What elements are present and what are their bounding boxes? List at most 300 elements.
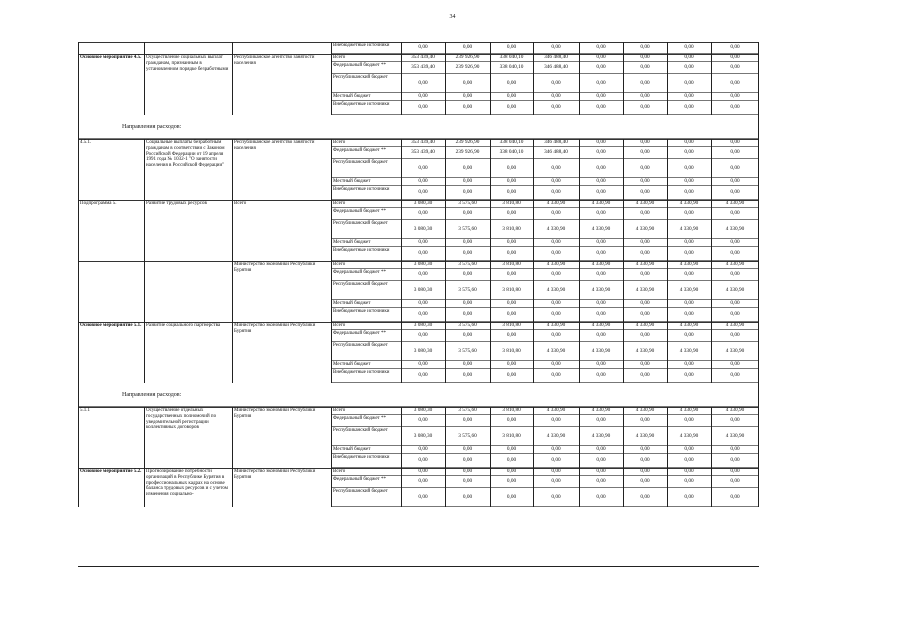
- item-executor: Министерство экономики Республики Бурятия: [234, 262, 316, 273]
- grid-line: [711, 468, 712, 507]
- amount-cell: 4 330,90: [546, 407, 566, 414]
- item-code: Основное мероприятие 4.5.: [80, 55, 142, 60]
- amount-cell: 3 810,80: [502, 261, 521, 268]
- grid-line: [579, 139, 580, 200]
- amount-cell: 0,00: [640, 446, 650, 453]
- amount-cell: 0,00: [684, 149, 694, 156]
- amount-cell: 4 330,90: [679, 225, 699, 232]
- funding-source: Федеральный бюджет **: [333, 270, 386, 275]
- amount-cell: 0,00: [596, 271, 606, 278]
- amount-cell: 0,00: [462, 300, 473, 307]
- table-row: [331, 220, 759, 239]
- grid-line: [331, 139, 332, 200]
- amount-cell: 0,00: [640, 139, 650, 146]
- grid-line: [711, 139, 712, 200]
- amount-cell: 0,00: [730, 178, 740, 185]
- amount-cell: 0,00: [418, 210, 428, 217]
- amount-cell: 0,00: [730, 250, 740, 257]
- table-row: [331, 415, 759, 427]
- table-row: [331, 476, 759, 488]
- amount-cell: 338 040,10: [499, 54, 524, 61]
- amount-cell: 4 330,90: [725, 225, 745, 232]
- grid-line: [401, 54, 402, 115]
- amount-cell: 0,00: [730, 493, 740, 500]
- page-number: 34: [449, 14, 456, 20]
- amount-cell: 0,00: [551, 468, 561, 475]
- amount-cell: 0,00: [684, 332, 694, 339]
- table-row: [331, 208, 759, 220]
- amount-cell: 0,00: [596, 493, 606, 500]
- grid-line: [331, 468, 332, 507]
- amount-cell: 0,00: [418, 446, 428, 453]
- grid-line: [623, 42, 624, 54]
- amount-cell: 0,00: [640, 93, 650, 100]
- amount-cell: 0,00: [551, 164, 561, 171]
- amount-cell: 0,00: [596, 311, 606, 318]
- amount-cell: 0,00: [730, 417, 740, 424]
- amount-cell: 4 330,90: [679, 286, 699, 293]
- amount-cell: 3 080,30: [413, 322, 433, 329]
- grid-line: [445, 139, 446, 200]
- table-row: [331, 269, 759, 281]
- amount-cell: 0,00: [730, 189, 740, 196]
- funding-source: Внебюджетные источники: [333, 102, 390, 107]
- amount-cell: 346 488,40: [544, 149, 568, 156]
- amount-cell: 3 575,60: [458, 322, 477, 329]
- funding-source: Республиканский бюджет: [333, 489, 388, 494]
- table-row: [331, 74, 759, 93]
- grid-line: [533, 261, 534, 322]
- funding-source: Местный бюджет: [333, 94, 371, 99]
- table-row: [331, 300, 759, 308]
- table-row: [331, 454, 759, 468]
- grid-line: [667, 42, 668, 54]
- amount-cell: 0,00: [596, 149, 606, 156]
- amount-cell: 4 330,90: [635, 322, 655, 329]
- amount-cell: 4 330,90: [679, 261, 699, 268]
- amount-cell: 0,00: [684, 493, 694, 500]
- amount-cell: 3 575,60: [458, 200, 477, 207]
- funding-source: Федеральный бюджет **: [333, 331, 386, 336]
- amount-cell: 0,00: [730, 478, 740, 485]
- grid-line: [533, 468, 534, 507]
- amount-cell: 0,00: [462, 79, 473, 86]
- amount-cell: 0,00: [596, 332, 606, 339]
- grid-line: [331, 322, 332, 383]
- amount-cell: 0,00: [596, 468, 606, 475]
- amount-cell: 0,00: [506, 189, 517, 196]
- amount-cell: 0,00: [730, 311, 740, 318]
- funding-source: Федеральный бюджет **: [333, 209, 386, 214]
- item-code: Подпрограмма 5.: [80, 201, 117, 206]
- funding-source: Местный бюджет: [333, 240, 371, 245]
- grid-line: [758, 407, 759, 468]
- amount-cell: 0,00: [640, 361, 650, 368]
- amount-cell: 0,00: [596, 139, 606, 146]
- amount-cell: 0,00: [551, 79, 561, 86]
- grid-line: [445, 322, 446, 383]
- amount-cell: 0,00: [418, 189, 428, 196]
- item-executor: Министерство экономики Республики Бурятия: [234, 323, 316, 334]
- amount-cell: 0,00: [551, 300, 561, 307]
- funding-source: Республиканский бюджет: [333, 343, 388, 348]
- amount-cell: 3 080,30: [413, 347, 433, 354]
- item-name: Социальные выплаты безработным гражданам в соответствии с Законом Российской Федерации от 19 апреля 1991 года № 1032-1 "О занятости населения в Российской Федерации": [146, 140, 225, 168]
- amount-cell: 0,00: [418, 250, 428, 257]
- grid-line: [711, 261, 712, 322]
- amount-cell: 4 330,90: [725, 200, 745, 207]
- grid-line: [232, 139, 233, 200]
- grid-line: [623, 322, 624, 383]
- amount-cell: 346 488,40: [544, 64, 568, 71]
- amount-cell: 0,00: [418, 332, 428, 339]
- amount-cell: 0,00: [730, 446, 740, 453]
- table-row: [331, 200, 759, 208]
- block-border: [78, 42, 759, 43]
- amount-cell: 4 330,90: [591, 347, 611, 354]
- amount-cell: 0,00: [551, 478, 561, 485]
- funding-source: Федеральный бюджет **: [333, 477, 386, 482]
- amount-cell: 0,00: [596, 361, 606, 368]
- amount-cell: 0,00: [506, 300, 517, 307]
- amount-cell: 0,00: [506, 210, 517, 217]
- amount-cell: 0,00: [462, 361, 473, 368]
- amount-cell: 0,00: [730, 139, 740, 146]
- grid-line: [401, 42, 402, 54]
- amount-cell: 3 080,30: [413, 200, 433, 207]
- grid-line: [331, 200, 332, 261]
- amount-cell: 0,00: [596, 164, 606, 171]
- table-row: [331, 361, 759, 369]
- amount-cell: 0,00: [551, 93, 561, 100]
- grid-line: [78, 383, 79, 407]
- grid-line: [445, 407, 446, 468]
- amount-cell: 0,00: [506, 457, 517, 464]
- amount-cell: 4 330,90: [591, 286, 611, 293]
- amount-cell: 0,00: [551, 372, 561, 379]
- item-name: Развитие трудовых ресурсов: [146, 201, 207, 206]
- amount-cell: 0,00: [418, 361, 428, 368]
- amount-cell: 0,00: [462, 457, 473, 464]
- amount-cell: 4 330,90: [635, 432, 655, 439]
- amount-cell: 3 575,60: [458, 225, 477, 232]
- grid-line: [758, 383, 759, 407]
- amount-cell: 0,00: [506, 446, 517, 453]
- amount-cell: 0,00: [462, 239, 473, 246]
- funding-source: Внебюджетные источники: [333, 248, 390, 253]
- funding-source: Внебюджетные источники: [333, 43, 390, 48]
- funding-source: Республиканский бюджет: [333, 75, 388, 80]
- grid-line: [331, 54, 332, 115]
- amount-cell: 3 810,80: [502, 225, 521, 232]
- amount-cell: 0,00: [640, 478, 650, 485]
- amount-cell: 0,00: [684, 361, 694, 368]
- grid-line: [144, 468, 145, 507]
- amount-cell: 0,00: [684, 93, 694, 100]
- item-name: Развитие социального партнерства: [146, 323, 221, 328]
- funding-source: Внебюджетные источники: [333, 309, 390, 314]
- grid-line: [579, 54, 580, 115]
- amount-cell: 0,00: [640, 104, 650, 111]
- amount-cell: 3 080,30: [413, 286, 433, 293]
- amount-cell: 0,00: [551, 361, 561, 368]
- item-executor: Республиканское агентство занятости населения: [234, 55, 315, 66]
- amount-cell: 3 810,80: [502, 200, 521, 207]
- amount-cell: 0,00: [684, 468, 694, 475]
- amount-cell: 0,00: [684, 64, 694, 71]
- grid-line: [490, 468, 491, 507]
- amount-cell: 0,00: [418, 468, 428, 475]
- table-row: [331, 369, 759, 383]
- grid-line: [401, 261, 402, 322]
- amount-cell: 0,00: [596, 300, 606, 307]
- amount-cell: 346 488,40: [544, 139, 568, 146]
- amount-cell: 0,00: [596, 64, 606, 71]
- amount-cell: 0,00: [684, 104, 694, 111]
- amount-cell: 0,00: [730, 104, 740, 111]
- amount-cell: 0,00: [730, 361, 740, 368]
- amount-cell: 0,00: [730, 468, 740, 475]
- amount-cell: 0,00: [462, 189, 473, 196]
- amount-cell: 0,00: [506, 178, 517, 185]
- amount-cell: 0,00: [551, 457, 561, 464]
- amount-cell: 3 575,60: [458, 286, 477, 293]
- grid-line: [758, 42, 759, 54]
- grid-line: [579, 468, 580, 507]
- grid-line: [445, 54, 446, 115]
- grid-line: [758, 115, 759, 139]
- item-executor: Министерство экономики Республики Бурятия: [234, 469, 316, 480]
- amount-cell: 3 810,80: [502, 347, 521, 354]
- item-name: Осуществление социальных выплат гражданам, признанным в установленном порядке безработными: [146, 55, 229, 72]
- amount-cell: 0,00: [640, 468, 650, 475]
- grid-line: [758, 322, 759, 383]
- funding-source: Федеральный бюджет **: [333, 63, 386, 68]
- grid-line: [144, 200, 145, 261]
- table-row: [331, 308, 759, 322]
- amount-cell: 0,00: [684, 79, 694, 86]
- grid-line: [533, 407, 534, 468]
- grid-line: [667, 139, 668, 200]
- table-row: [331, 342, 759, 361]
- grid-line: [667, 468, 668, 507]
- table-row: [331, 139, 759, 147]
- grid-line: [533, 322, 534, 383]
- funding-source: Местный бюджет: [333, 301, 371, 306]
- amount-cell: 0,00: [462, 271, 473, 278]
- amount-cell: 0,00: [551, 189, 561, 196]
- amount-cell: 0,00: [418, 311, 428, 318]
- amount-cell: 0,00: [418, 271, 428, 278]
- funding-source: Внебюджетные источники: [333, 455, 390, 460]
- amount-cell: 0,00: [730, 149, 740, 156]
- amount-cell: 0,00: [596, 54, 606, 61]
- grid-line: [579, 42, 580, 54]
- amount-cell: 3 575,60: [458, 432, 477, 439]
- grid-line: [579, 322, 580, 383]
- amount-cell: 4 330,90: [546, 286, 566, 293]
- amount-cell: 0,00: [730, 271, 740, 278]
- grid-line: [579, 200, 580, 261]
- amount-cell: 4 330,90: [591, 407, 611, 414]
- amount-cell: 0,00: [684, 271, 694, 278]
- table-row: [331, 322, 759, 330]
- amount-cell: 0,00: [640, 64, 650, 71]
- grid-line: [331, 407, 332, 468]
- amount-cell: 0,00: [730, 372, 740, 379]
- grid-line: [623, 261, 624, 322]
- grid-line: [711, 407, 712, 468]
- table-row: [331, 42, 759, 54]
- funding-source: Всего: [333, 262, 346, 267]
- table-row: [331, 281, 759, 300]
- grid-line: [401, 407, 402, 468]
- amount-cell: 0,00: [730, 457, 740, 464]
- amount-cell: 0,00: [551, 178, 561, 185]
- item-name: [144, 261, 232, 322]
- section-heading: Направления расходов:: [78, 383, 759, 407]
- amount-cell: 0,00: [506, 332, 517, 339]
- amount-cell: 0,00: [596, 104, 606, 111]
- amount-cell: 0,00: [596, 189, 606, 196]
- amount-cell: 0,00: [418, 239, 428, 246]
- amount-cell: 4 330,90: [725, 347, 745, 354]
- amount-cell: 0,00: [506, 271, 517, 278]
- amount-cell: 0,00: [506, 372, 517, 379]
- amount-cell: 4 330,90: [679, 347, 699, 354]
- amount-cell: 0,00: [418, 93, 428, 100]
- grid-line: [711, 200, 712, 261]
- amount-cell: 0,00: [462, 93, 473, 100]
- grid-line: [401, 468, 402, 507]
- amount-cell: 0,00: [418, 457, 428, 464]
- amount-cell: 0,00: [551, 104, 561, 111]
- grid-line: [623, 54, 624, 115]
- grid-line: [144, 322, 145, 383]
- funding-source: Всего: [333, 140, 346, 145]
- amount-cell: 4 330,90: [679, 200, 699, 207]
- grid-line: [445, 261, 446, 322]
- funding-source: Республиканский бюджет: [333, 160, 388, 165]
- table-row: [331, 147, 759, 159]
- grid-line: [144, 407, 145, 468]
- grid-line: [232, 54, 233, 115]
- amount-cell: 0,00: [684, 164, 694, 171]
- amount-cell: 0,00: [462, 493, 473, 500]
- grid-line: [758, 139, 759, 200]
- grid-line: [78, 54, 79, 115]
- amount-cell: 4 330,90: [725, 286, 745, 293]
- table-row: [331, 261, 759, 269]
- amount-cell: 3 810,80: [502, 286, 521, 293]
- item-code: [78, 261, 144, 322]
- amount-cell: 4 330,90: [591, 432, 611, 439]
- funding-source: Всего: [333, 55, 346, 60]
- grid-line: [711, 54, 712, 115]
- amount-cell: 0,00: [730, 300, 740, 307]
- amount-cell: 0,00: [462, 332, 473, 339]
- amount-cell: 353 439,40: [411, 139, 435, 146]
- amount-cell: 4 330,90: [546, 347, 566, 354]
- amount-cell: 0,00: [506, 250, 517, 257]
- grid-line: [758, 468, 759, 507]
- amount-cell: 3 810,80: [502, 322, 521, 329]
- amount-cell: 338 040,10: [499, 149, 524, 156]
- grid-line: [78, 407, 79, 468]
- grid-line: [331, 261, 332, 322]
- amount-cell: 0,00: [551, 210, 561, 217]
- table-row: [331, 468, 759, 476]
- amount-cell: 0,00: [551, 239, 561, 246]
- amount-cell: 0,00: [684, 372, 694, 379]
- grid-line: [401, 200, 402, 261]
- amount-cell: 0,00: [640, 300, 650, 307]
- amount-cell: 0,00: [730, 164, 740, 171]
- amount-cell: 0,00: [418, 478, 428, 485]
- amount-cell: 0,00: [418, 372, 428, 379]
- item-name: Прогнозирование потребности организаций в Республике Бурятия в профессиональных кадрах на основе баланса трудовых ресурсов и с учетом изменения социально-: [146, 469, 228, 497]
- table-row: [331, 239, 759, 247]
- grid-line: [579, 407, 580, 468]
- funding-source: Республиканский бюджет: [333, 282, 388, 287]
- amount-cell: 0,00: [684, 417, 694, 424]
- amount-cell: 4 330,90: [591, 322, 611, 329]
- grid-line: [579, 261, 580, 322]
- amount-cell: 0,00: [506, 361, 517, 368]
- table-row: [331, 62, 759, 74]
- amount-cell: 0,00: [640, 54, 650, 61]
- amount-cell: 0,00: [640, 250, 650, 257]
- grid-line: [533, 54, 534, 115]
- amount-cell: 0,00: [684, 478, 694, 485]
- grid-line: [758, 261, 759, 322]
- amount-cell: 0,00: [684, 300, 694, 307]
- grid-line: [711, 42, 712, 54]
- amount-cell: 0,00: [551, 417, 561, 424]
- amount-cell: 338 040,10: [499, 139, 524, 146]
- amount-cell: 338 040,10: [499, 64, 524, 71]
- amount-cell: 0,00: [462, 164, 473, 171]
- grid-line: [232, 261, 233, 322]
- amount-cell: 353 439,40: [411, 149, 435, 156]
- grid-line: [533, 139, 534, 200]
- amount-cell: 0,00: [640, 178, 650, 185]
- amount-cell: 0,00: [730, 210, 740, 217]
- amount-cell: 0,00: [551, 493, 561, 500]
- amount-cell: 0,00: [684, 54, 694, 61]
- grid-line: [445, 200, 446, 261]
- amount-cell: 0,00: [684, 178, 694, 185]
- grid-line: [623, 200, 624, 261]
- amount-cell: 0,00: [506, 93, 517, 100]
- amount-cell: 0,00: [730, 54, 740, 61]
- grid-line: [758, 200, 759, 261]
- grid-line: [667, 200, 668, 261]
- amount-cell: 0,00: [684, 311, 694, 318]
- amount-cell: 4 330,90: [635, 225, 655, 232]
- amount-cell: 3 080,30: [413, 432, 433, 439]
- amount-cell: 3 810,80: [502, 432, 521, 439]
- amount-cell: 0,00: [730, 64, 740, 71]
- amount-cell: 0,00: [596, 417, 606, 424]
- grid-line: [144, 261, 145, 322]
- amount-cell: 0,00: [730, 239, 740, 246]
- amount-cell: 0,00: [640, 417, 650, 424]
- grid-line: [78, 42, 79, 54]
- amount-cell: 0,00: [551, 311, 561, 318]
- grid-line: [533, 200, 534, 261]
- amount-cell: 0,00: [596, 478, 606, 485]
